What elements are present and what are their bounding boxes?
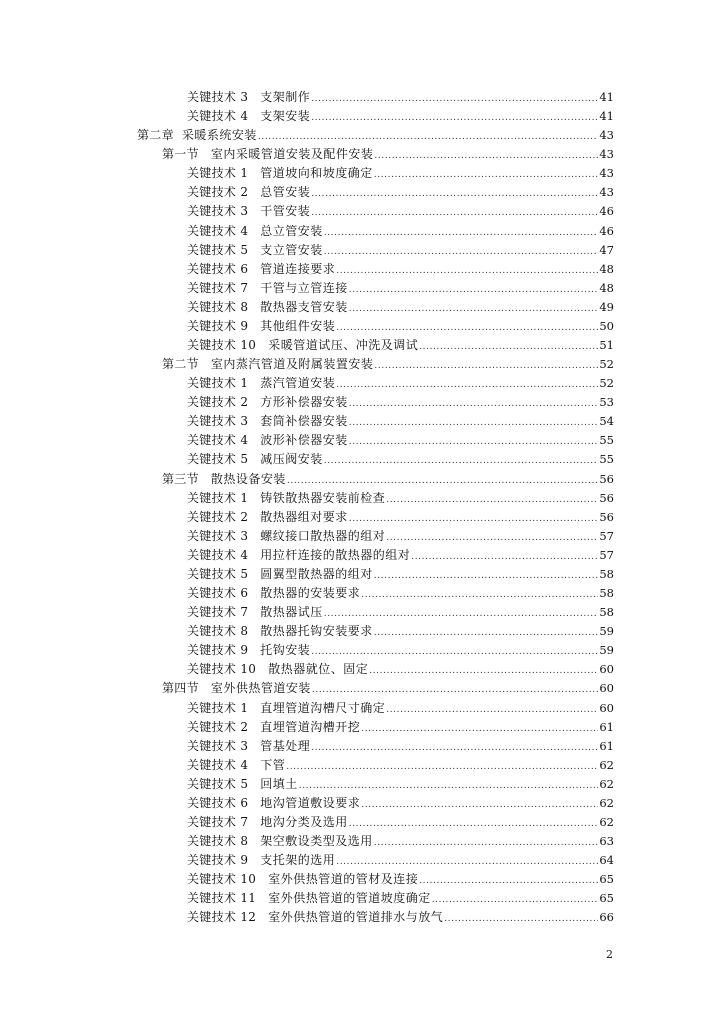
toc-entry-label: 关键技术 1 [187,166,249,181]
toc-entry-label: 关键技术 5 [187,452,249,467]
toc-entry-29[interactable] [0,641,724,660]
toc-entry-label: 关键技术 3 [187,90,249,104]
toc-entry-10[interactable] [0,279,724,298]
toc-entry-line [187,832,614,853]
toc-entry-line [187,336,614,357]
toc-entry-line [162,679,614,700]
toc-entry-25[interactable] [0,565,724,584]
toc-entry-line [137,126,614,147]
toc-entry-line [187,317,614,338]
toc-entry-3[interactable] [0,145,724,164]
toc-entry-label: 第四节 [162,681,199,696]
toc-entry-label: 关键技术 9 [187,853,249,868]
toc-entry-line [187,508,614,529]
toc-entry-title: 地沟分类及选用 [260,814,348,829]
toc-entry-label: 关键技术 3 [187,204,249,219]
toc-entry-12[interactable] [0,317,724,336]
toc-entry-40[interactable] [0,851,724,870]
toc-entry-title: 波形补偿器安装 [260,433,348,448]
toc-entry-title: 支立管安装 [260,242,323,257]
toc-entry-14[interactable] [0,355,724,374]
toc-entry-page: 43 [599,128,614,143]
toc-entry-page: 61 [599,719,614,734]
toc-entry-24[interactable] [0,546,724,565]
toc-entry-title: 室外供热管道的管道坡度确定 [268,891,431,906]
toc-entry-title: 直埋管道沟槽尺寸确定 [260,700,386,715]
toc-entry-line [162,470,614,491]
toc-entry-title: 管道坡向和坡度确定 [260,166,373,181]
toc-entry-line [187,908,614,929]
toc-entry-page: 49 [599,299,614,314]
toc-entry-line [187,718,614,739]
toc-entry-title: 散热器就位、固定 [268,662,369,677]
toc-entry-line [187,374,614,395]
toc-entry-page: 62 [599,795,614,810]
toc-entry-title: 干管安装 [260,204,311,219]
toc-entry-label: 关键技术 5 [187,242,249,257]
toc-entry-31[interactable] [0,679,724,698]
toc-entry-line [187,584,614,605]
toc-entry-2[interactable] [0,126,724,145]
toc-entry-label: 关键技术 4 [187,757,249,772]
toc-entry-line [187,737,614,758]
toc-entry-page: 65 [599,872,614,887]
toc-entry-label: 第二节 [162,357,199,372]
toc-entry-page: 48 [599,280,614,295]
toc-entry-page: 62 [599,757,614,772]
toc-entry-page: 55 [599,452,614,467]
toc-entry-label: 第一节 [162,147,199,162]
toc-entry-39[interactable] [0,832,724,851]
toc-entry-label: 关键技术 6 [187,586,249,601]
toc-entry-title: 管道连接要求 [260,261,336,276]
toc-entry-title: 总立管安装 [260,223,323,238]
toc-entry-title: 散热器组对要求 [260,509,348,524]
toc-entry-label: 第三节 [162,471,199,486]
toc-entry-42[interactable] [0,889,724,908]
toc-entry-label: 关键技术 3 [187,528,249,543]
toc-entry-label: 关键技术 8 [187,299,249,314]
toc-entry-page: 56 [599,509,614,524]
toc-entry-line [187,641,614,662]
toc-entry-page: 58 [599,566,614,581]
toc-entry-label: 关键技术 4 [187,433,249,448]
toc-entry-title: 其他组件安装 [260,318,336,333]
toc-entry-label: 关键技术 7 [187,280,249,295]
toc-entry-title: 支架安装 [260,109,311,124]
toc-entry-32[interactable] [0,699,724,718]
toc-entry-page: 50 [599,318,614,333]
toc-entry-page: 57 [599,547,614,562]
toc-entry-18[interactable] [0,431,724,450]
toc-entry-line [187,603,614,624]
toc-entry-page: 58 [599,605,614,620]
toc-entry-7[interactable] [0,222,724,241]
toc-entry-line [187,431,614,452]
toc-entry-title: 下管 [260,757,286,772]
toc-entry-line [162,355,614,376]
toc-entry-title: 减压阀安装 [260,452,323,467]
toc-entry-33[interactable] [0,718,724,737]
toc-entry-label: 关键技术 10 [187,872,257,887]
toc-entry-label: 关键技术 4 [187,109,249,124]
toc-entry-5[interactable] [0,183,724,202]
toc-entry-line [187,756,614,777]
toc-entry-16[interactable] [0,393,724,412]
toc-entry-line [187,88,614,109]
toc-entry-38[interactable] [0,813,724,832]
toc-entry-page: 46 [599,204,614,219]
toc-entry-line [187,546,614,567]
toc-entry-title: 室外供热管道的管材及连接 [268,872,419,887]
toc-entry-page: 64 [599,853,614,868]
toc-entry-title: 支架制作 [260,90,311,104]
toc-entry-page: 43 [599,166,614,181]
toc-entry-page: 43 [599,147,614,162]
toc-entry-label: 关键技术 8 [187,834,249,849]
toc-entry-page: 57 [599,528,614,543]
toc-entry-page: 52 [599,357,614,372]
toc-entry-page: 59 [599,624,614,639]
toc-entry-page: 65 [599,891,614,906]
toc-entry-page: 58 [599,586,614,601]
toc-entry-27[interactable] [0,603,724,622]
toc-entry-title: 铸铁散热器安装前检查 [260,490,386,505]
toc-entry-page: 60 [599,681,614,696]
toc-entry-label: 关键技术 3 [187,414,249,429]
toc-entry-label: 关键技术 2 [187,719,249,734]
toc-entry-21[interactable] [0,489,724,508]
toc-entry-11[interactable] [0,298,724,317]
toc-entry-label: 关键技术 2 [187,509,249,524]
toc-entry-page: 48 [599,261,614,276]
toc-entry-title: 总管安装 [260,185,311,200]
toc-entry-43[interactable] [0,908,724,927]
toc-entry-title: 回填土 [260,776,298,791]
toc-entry-label: 关键技术 6 [187,795,249,810]
toc-entry-37[interactable] [0,794,724,813]
toc-entry-label: 关键技术 10 [187,662,257,677]
toc-entry-page: 60 [599,700,614,715]
toc-entry-4[interactable] [0,164,724,183]
toc-entry-label: 关键技术 1 [187,700,249,715]
toc-entry-line [187,527,614,548]
toc-entry-label: 关键技术 9 [187,643,249,658]
toc-entry-page: 54 [599,414,614,429]
toc-entry-line [187,393,614,414]
toc-entry-title: 散热器的安装要求 [260,586,361,601]
toc-entry-page: 41 [599,109,614,124]
toc-entry-line [187,660,614,681]
toc-entry-page: 66 [599,910,614,925]
toc-entry-page: 51 [599,338,614,353]
toc-entry-label: 关键技术 1 [187,376,249,391]
toc-entry-title: 干管与立管连接 [260,280,348,295]
toc-entry-page: 41 [599,90,614,104]
toc-entry-line [187,279,614,300]
toc-entry-page: 63 [599,834,614,849]
toc-entry-title: 托钩安装 [260,643,311,658]
toc-entry-41[interactable] [0,870,724,889]
toc-entry-title: 室内蒸汽管道及附属装置安装 [210,357,374,372]
toc-entry-34[interactable] [0,737,724,756]
table-of-contents [0,88,724,927]
toc-entry-22[interactable] [0,508,724,527]
toc-entry-page: 62 [599,776,614,791]
toc-entry-label: 关键技术 12 [187,910,257,925]
toc-entry-title: 散热器试压 [260,605,323,620]
page-number: 2 [606,948,613,961]
toc-entry-line [187,183,614,204]
toc-entry-28[interactable] [0,622,724,641]
toc-entry-title: 采暖系统安装 [181,128,257,143]
toc-entry-line [187,241,614,262]
toc-entry-6[interactable] [0,202,724,221]
toc-entry-line [187,870,614,891]
toc-entry-line [187,202,614,223]
toc-entry-line [187,412,614,433]
toc-entry-line [187,222,614,243]
toc-entry-page: 59 [599,643,614,658]
toc-entry-line [187,164,614,185]
toc-entry-label: 关键技术 3 [187,738,249,753]
toc-entry-30[interactable] [0,660,724,679]
toc-entry-title: 室外供热管道安装 [210,681,311,696]
toc-entry-20[interactable] [0,470,724,489]
toc-entry-page: 56 [599,490,614,505]
toc-entry-17[interactable] [0,412,724,431]
toc-dot-leader [444,910,598,929]
toc-entry-line [187,260,614,281]
toc-entry-1[interactable] [0,107,724,126]
toc-entry-line [187,622,614,643]
toc-entry-title: 管基处理 [260,738,311,753]
toc-entry-title: 室外供热管道的管道排水与放气 [268,910,444,925]
toc-entry-page: 43 [599,185,614,200]
toc-entry-label: 关键技术 7 [187,605,249,620]
toc-entry-label: 第二章 [137,128,174,143]
toc-entry-19[interactable] [0,450,724,469]
toc-entry-title: 采暖管道试压、冲洗及调试 [268,338,419,353]
toc-entry-label: 关键技术 9 [187,318,249,333]
toc-entry-page: 62 [599,814,614,829]
toc-entry-title: 蒸汽管道安装 [260,376,336,391]
toc-entry-label: 关键技术 7 [187,814,249,829]
toc-entry-label: 关键技术 10 [187,338,257,353]
toc-entry-label: 关键技术 4 [187,223,249,238]
toc-entry-page: 47 [599,242,614,257]
toc-entry-label: 关键技术 2 [187,395,249,410]
toc-entry-page: 52 [599,376,614,391]
toc-entry-title: 套筒补偿器安装 [260,414,348,429]
toc-entry-13[interactable] [0,336,724,355]
toc-entry-36[interactable] [0,775,724,794]
toc-entry-0[interactable] [0,88,724,107]
toc-entry-line [187,699,614,720]
toc-entry-line [187,489,614,510]
toc-entry-line [162,145,614,166]
toc-entry-label: 关键技术 5 [187,566,249,581]
toc-entry-label: 关键技术 6 [187,261,249,276]
toc-entry-35[interactable] [0,756,724,775]
toc-entry-15[interactable] [0,374,724,393]
toc-entry-label: 关键技术 1 [187,490,249,505]
toc-entry-page: 61 [599,738,614,753]
toc-entry-line [187,794,614,815]
toc-entry-label: 关键技术 4 [187,547,249,562]
toc-entry-title: 散热设备安装 [210,471,286,486]
toc-entry-title: 圆翼型散热器的组对 [260,566,373,581]
toc-entry-line [187,775,614,796]
toc-entry-title: 支托架的选用 [260,853,336,868]
toc-entry-page: 56 [599,471,614,486]
toc-entry-line [187,107,614,128]
toc-entry-title: 用拉杆连接的散热器的组对 [260,547,411,562]
toc-entry-title: 室内采暖管道安装及配件安装 [210,147,374,162]
toc-entry-23[interactable] [0,527,724,546]
toc-entry-page: 60 [599,662,614,677]
toc-entry-page: 46 [599,223,614,238]
toc-entry-page: 53 [599,395,614,410]
toc-entry-label: 关键技术 2 [187,185,249,200]
toc-entry-title: 散热器托钩安装要求 [260,624,373,639]
toc-entry-line [187,813,614,834]
toc-entry-line [187,851,614,872]
toc-entry-8[interactable] [0,241,724,260]
toc-entry-9[interactable] [0,260,724,279]
toc-entry-title: 螺纹接口散热器的组对 [260,528,386,543]
toc-entry-26[interactable] [0,584,724,603]
toc-entry-page: 55 [599,433,614,448]
toc-entry-title: 架空敷设类型及选用 [260,834,373,849]
toc-entry-title: 方形补偿器安装 [260,395,348,410]
toc-entry-line [187,450,614,471]
toc-entry-title: 地沟管道敷设要求 [260,795,361,810]
toc-entry-line [187,889,614,910]
toc-entry-line [187,565,614,586]
toc-entry-label: 关键技术 11 [187,891,257,906]
toc-entry-label: 关键技术 8 [187,624,249,639]
toc-entry-title: 散热器支管安装 [260,299,348,314]
toc-entry-title: 直埋管道沟槽开挖 [260,719,361,734]
toc-entry-label: 关键技术 5 [187,776,249,791]
toc-entry-line [187,298,614,319]
